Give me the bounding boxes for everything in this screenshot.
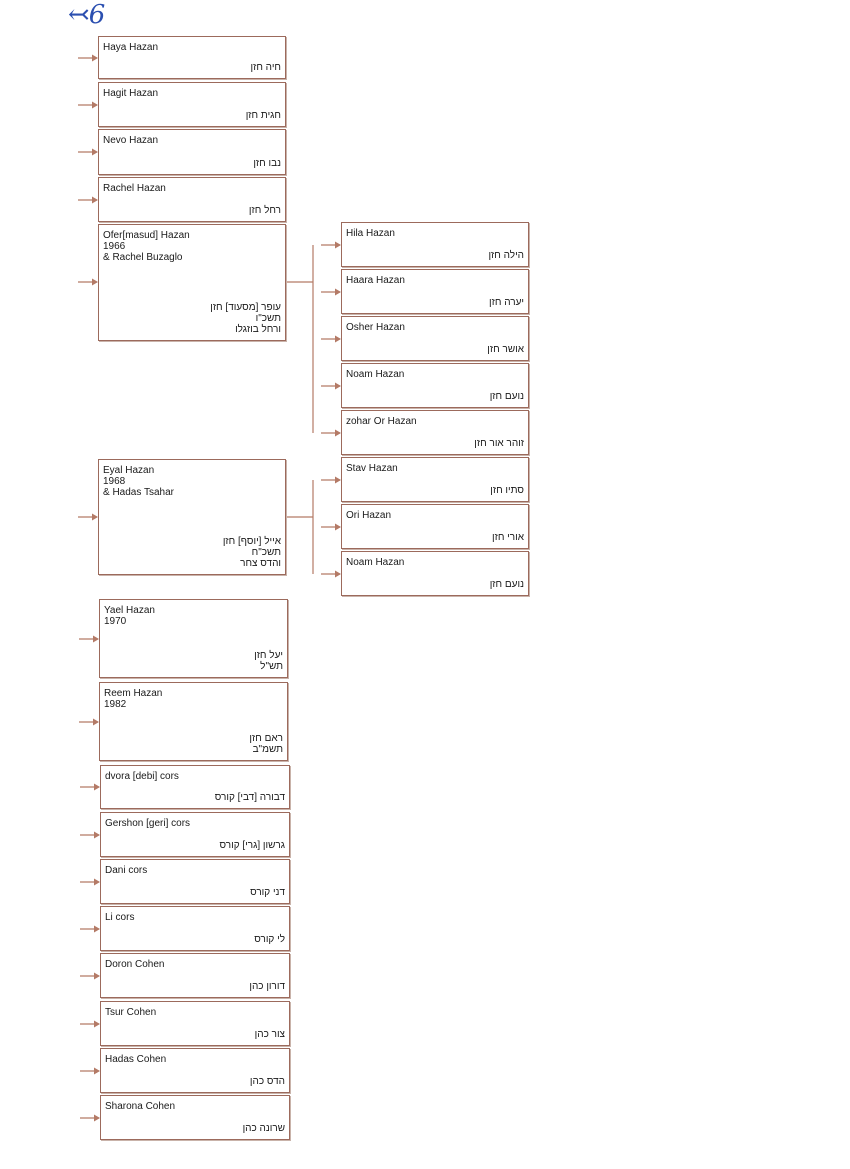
- person-name-hebrew: ראם חזן תשמ"ב: [249, 733, 283, 755]
- person-name-english: Hila Hazan: [346, 228, 395, 239]
- person-card-reem[interactable]: [99, 682, 288, 761]
- person-name-english: Yael Hazan 1970: [104, 605, 155, 627]
- person-name-hebrew: נבו חזן: [253, 158, 281, 169]
- person-name-english: Ofer[masud] Hazan 1966 & Rachel Buzaglo: [103, 230, 190, 263]
- person-name-hebrew: נועם חזן: [489, 391, 524, 402]
- person-name-english: zohar Or Hazan: [346, 416, 417, 427]
- person-card-yael[interactable]: [99, 599, 288, 678]
- person-name-english: Stav Hazan: [346, 463, 398, 474]
- person-name-english: Doron Cohen: [105, 959, 165, 970]
- person-name-english: Rachel Hazan: [103, 183, 166, 194]
- person-name-english: Hagit Hazan: [103, 88, 159, 99]
- person-name-english: Eyal Hazan 1968 & Hadas Tsahar: [103, 465, 174, 498]
- person-name-hebrew: אושר חזן: [487, 344, 524, 355]
- person-name-hebrew: חגית חזן: [245, 110, 281, 121]
- person-name-hebrew: נועם חזן: [489, 579, 524, 590]
- person-name-hebrew: עופר [מסעוד] חזן תשכ"ו ורחל בוזגלו: [210, 302, 281, 335]
- person-name-hebrew: צור כהן: [254, 1029, 285, 1040]
- person-card-tsur[interactable]: [100, 1001, 290, 1046]
- person-name-english: Reem Hazan 1982: [104, 688, 163, 710]
- person-name-hebrew: לי קורס: [254, 934, 285, 945]
- person-card-ofer[interactable]: [98, 224, 286, 341]
- person-name-hebrew: אורי חזן: [491, 532, 524, 543]
- person-name-english: Gershon [geri] cors: [105, 818, 191, 829]
- person-card-dvora[interactable]: [100, 765, 290, 809]
- person-card-stav[interactable]: [341, 457, 529, 502]
- person-card-dani[interactable]: [100, 859, 290, 904]
- person-name-hebrew: הדס כהן: [249, 1076, 285, 1087]
- person-card-ori[interactable]: [341, 504, 529, 549]
- person-card-gershon[interactable]: [100, 812, 290, 857]
- person-name-english: Osher Hazan: [346, 322, 405, 333]
- person-name-hebrew: דבורה [דבי] קורס: [214, 792, 285, 803]
- person-card-rachel[interactable]: [98, 177, 286, 222]
- person-card-eyal[interactable]: [98, 459, 286, 575]
- person-card-hagit[interactable]: [98, 82, 286, 127]
- person-name-english: Nevo Hazan: [103, 135, 159, 146]
- person-name-hebrew: דני קורס: [250, 887, 285, 898]
- person-name-hebrew: שרונה כהן: [242, 1123, 285, 1134]
- person-card-hadas[interactable]: [100, 1048, 290, 1093]
- person-name-hebrew: יערה חזן: [489, 297, 524, 308]
- person-name-hebrew: אייל [יוסף] חזן תשכ"ח והדס צחר: [222, 536, 281, 569]
- person-name-english: dvora [debi] cors: [105, 771, 179, 782]
- person-card-doron[interactable]: [100, 953, 290, 998]
- person-card-haya[interactable]: [98, 36, 286, 79]
- person-name-hebrew: זוהר אור חזן: [474, 438, 524, 449]
- page-number-text: 6: [88, 0, 105, 30]
- person-card-noam2[interactable]: [341, 551, 529, 596]
- arrow-glyph: ↢: [68, 0, 89, 30]
- person-name-hebrew: רחל חזן: [248, 205, 281, 216]
- person-card-haara[interactable]: [341, 269, 529, 314]
- person-name-english: Hadas Cohen: [105, 1054, 167, 1065]
- person-name-hebrew: גרשון [גרי] קורס: [219, 840, 285, 851]
- person-name-english: Ori Hazan: [346, 510, 392, 521]
- person-card-nevo[interactable]: [98, 129, 286, 175]
- person-name-english: Li cors: [105, 912, 135, 923]
- person-name-hebrew: הילה חזן: [488, 250, 524, 261]
- person-name-english: Noam Hazan: [346, 557, 405, 568]
- person-card-noam1[interactable]: [341, 363, 529, 408]
- person-name-hebrew: סתיו חזן: [490, 485, 524, 496]
- person-name-english: Haara Hazan: [346, 275, 405, 286]
- person-card-hila[interactable]: [341, 222, 529, 267]
- person-name-hebrew: דורון כהן: [249, 981, 285, 992]
- person-card-sharona[interactable]: [100, 1095, 290, 1140]
- person-name-english: Dani cors: [105, 865, 148, 876]
- person-card-osher[interactable]: [341, 316, 529, 361]
- person-card-li[interactable]: [100, 906, 290, 951]
- person-name-english: Haya Hazan: [103, 42, 159, 53]
- person-card-zohar[interactable]: [341, 410, 529, 455]
- person-name-english: Sharona Cohen: [105, 1101, 176, 1112]
- person-name-hebrew: חיה חזן: [250, 62, 281, 73]
- person-name-english: Noam Hazan: [346, 369, 405, 380]
- page-number-mark: [68, 0, 104, 30]
- person-name-english: Tsur Cohen: [105, 1007, 157, 1018]
- person-name-hebrew: יעל חזן תש"ל: [254, 650, 283, 672]
